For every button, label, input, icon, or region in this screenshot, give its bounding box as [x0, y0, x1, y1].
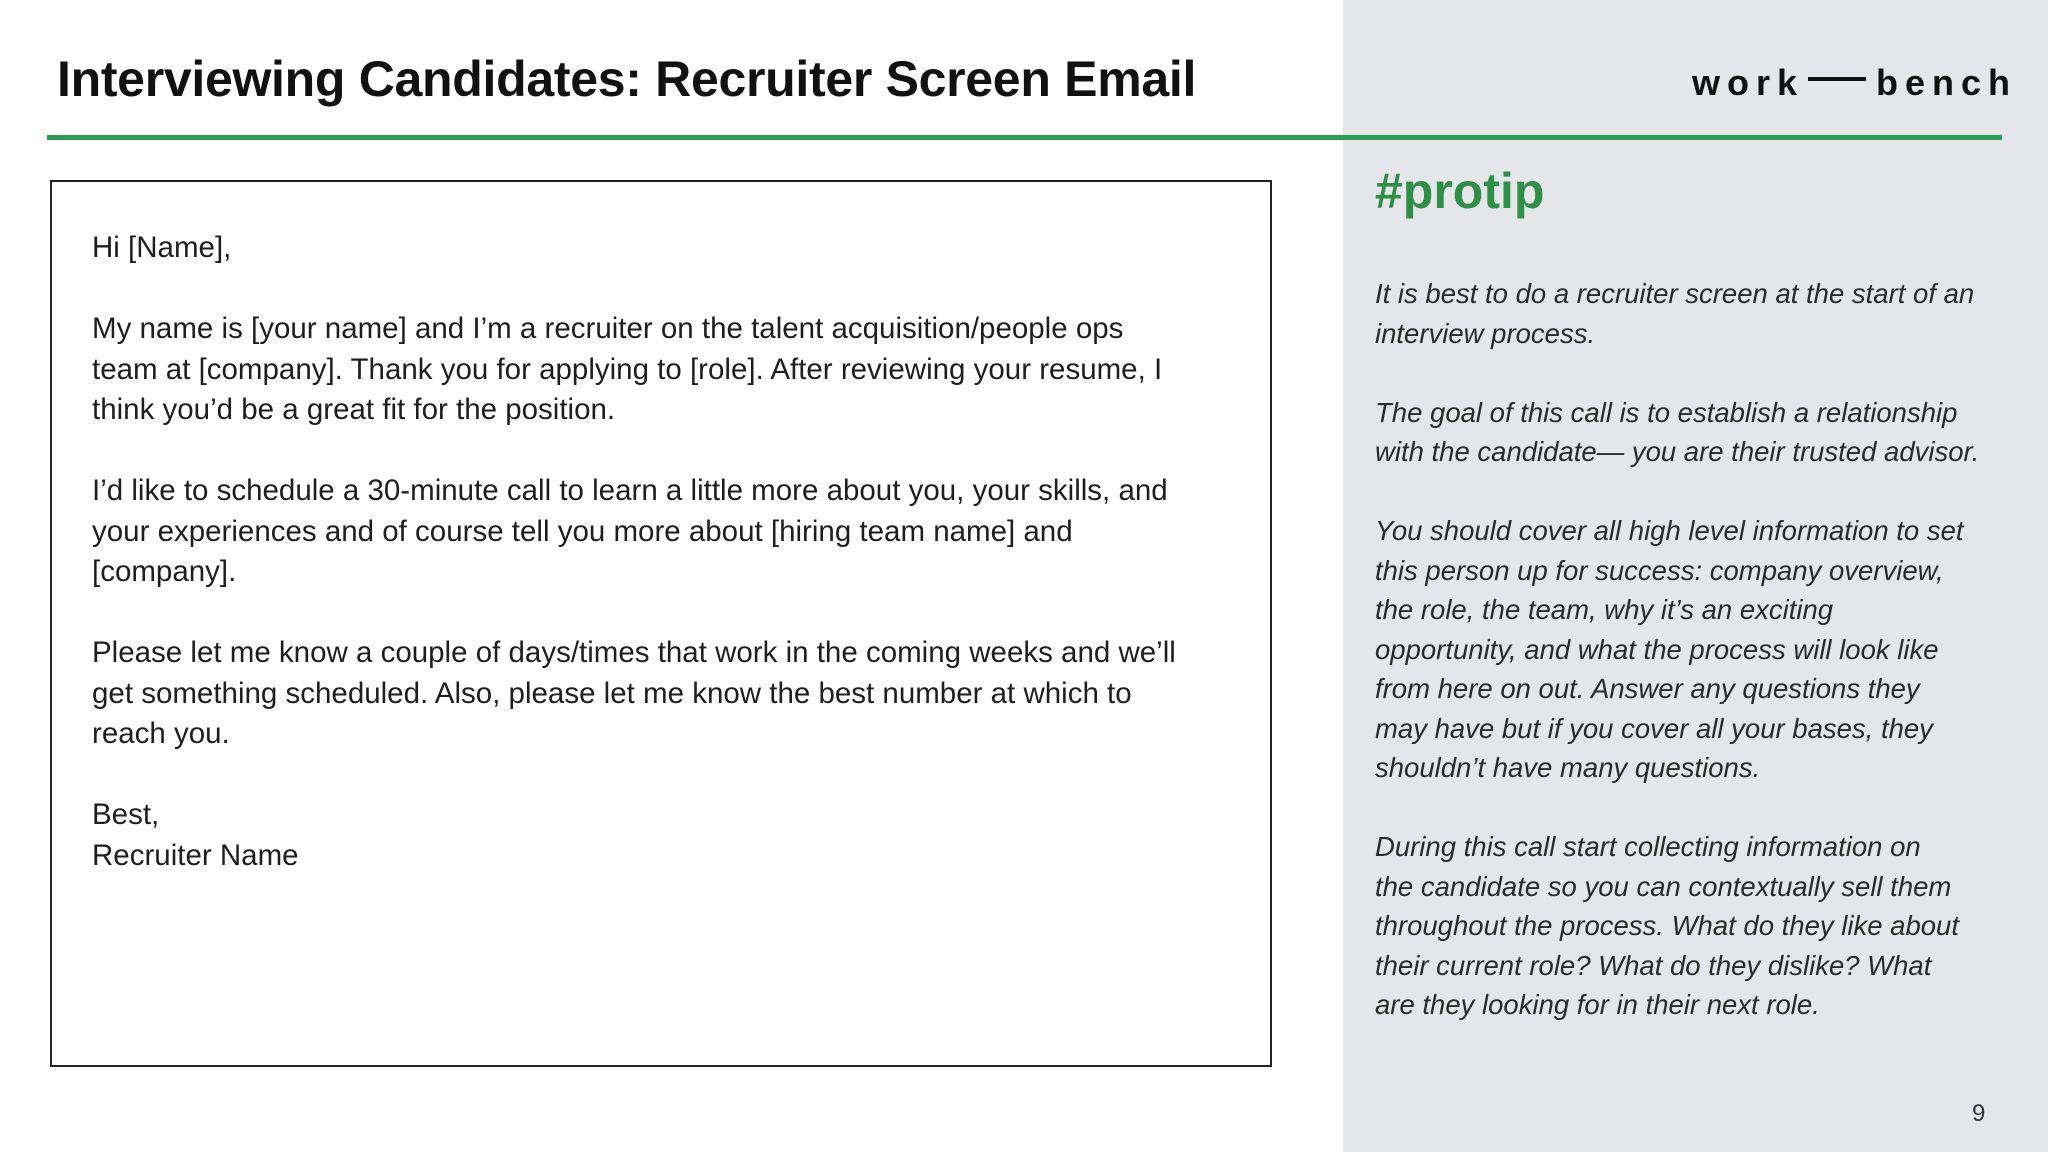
- email-line: think you’d be a great fit for the position.: [92, 393, 616, 426]
- email-line: team at [company]. Thank you for applying to [role]. After reviewing your resume, I: [92, 352, 1163, 386]
- email-signature: Recruiter Name: [92, 838, 299, 872]
- email-paragraph-2: [92, 471, 1242, 593]
- protip-body: [1375, 274, 2035, 1025]
- header-divider: [47, 135, 2002, 140]
- email-closing: Best,: [92, 798, 160, 831]
- protip-line: this person up for success: company overview,: [1375, 554, 1944, 586]
- protip-line: may have but if you cover all your bases, they: [1375, 712, 1933, 744]
- protip-line: shouldn’t have many questions.: [1375, 752, 1761, 783]
- logo-text-work: work: [1692, 62, 1805, 103]
- protip-line: During this call start collecting information on: [1375, 831, 1921, 862]
- protip-line: are they looking for in their next role.: [1375, 989, 1820, 1020]
- logo-text-bench: bench: [1876, 62, 2018, 103]
- email-greeting: Hi [Name],: [92, 231, 232, 264]
- protip-line: the role, the team, why it’s an exciting: [1375, 594, 1834, 625]
- protip-line: The goal of this call is to establish a relationship: [1375, 396, 1958, 428]
- email-line: reach you.: [92, 717, 230, 750]
- protip-line: with the candidate— you are their trusted advisor.: [1375, 436, 1980, 467]
- protip-paragraph-3: [1375, 511, 2035, 788]
- protip-line: the candidate so you can contextually sell them: [1375, 870, 1952, 902]
- email-template-box: [50, 180, 1272, 1067]
- email-body: [92, 228, 1242, 876]
- protip-line: throughout the process. What do they like about: [1375, 910, 1959, 941]
- email-line: your experiences and of course tell you more about [hiring team name] and: [92, 514, 1073, 548]
- protip-paragraph-4: [1375, 827, 2035, 1025]
- protip-heading: #protip: [1375, 163, 1545, 219]
- email-line: [company].: [92, 555, 237, 588]
- protip-paragraph-1: [1375, 274, 2035, 353]
- email-line: get something scheduled. Also, please let me know the best number at which to: [92, 676, 1132, 710]
- email-line: I’d like to schedule a 30-minute call to learn a little more about you, your skills, and: [92, 474, 1168, 507]
- page-title: Interviewing Candidates: Recruiter Screen Email: [57, 51, 1197, 107]
- protip-line: their current role? What do they dislike? What: [1375, 949, 1932, 981]
- protip-line: from here on out. Answer any questions they: [1375, 673, 1920, 704]
- protip-line: interview process.: [1375, 317, 1596, 349]
- email-line: My name is [your name] and I’m a recruiter on the talent acquisition/people ops: [92, 312, 1124, 345]
- email-signoff: [92, 795, 1242, 876]
- protip-line: opportunity, and what the process will look like: [1375, 633, 1939, 665]
- email-paragraph-1: [92, 309, 1242, 431]
- protip-line: It is best to do a recruiter screen at the start of an: [1375, 278, 1975, 309]
- email-line: Please let me know a couple of days/times that work in the coming weeks and we’ll: [92, 636, 1176, 669]
- email-paragraph-3: [92, 633, 1242, 755]
- protip-paragraph-2: [1375, 393, 2035, 472]
- page-number: 9: [1972, 1100, 1986, 1127]
- protip-line: You should cover all high level information to set: [1375, 515, 1964, 546]
- logo-dash: [1808, 77, 1866, 81]
- workbench-logo: [1692, 62, 2017, 104]
